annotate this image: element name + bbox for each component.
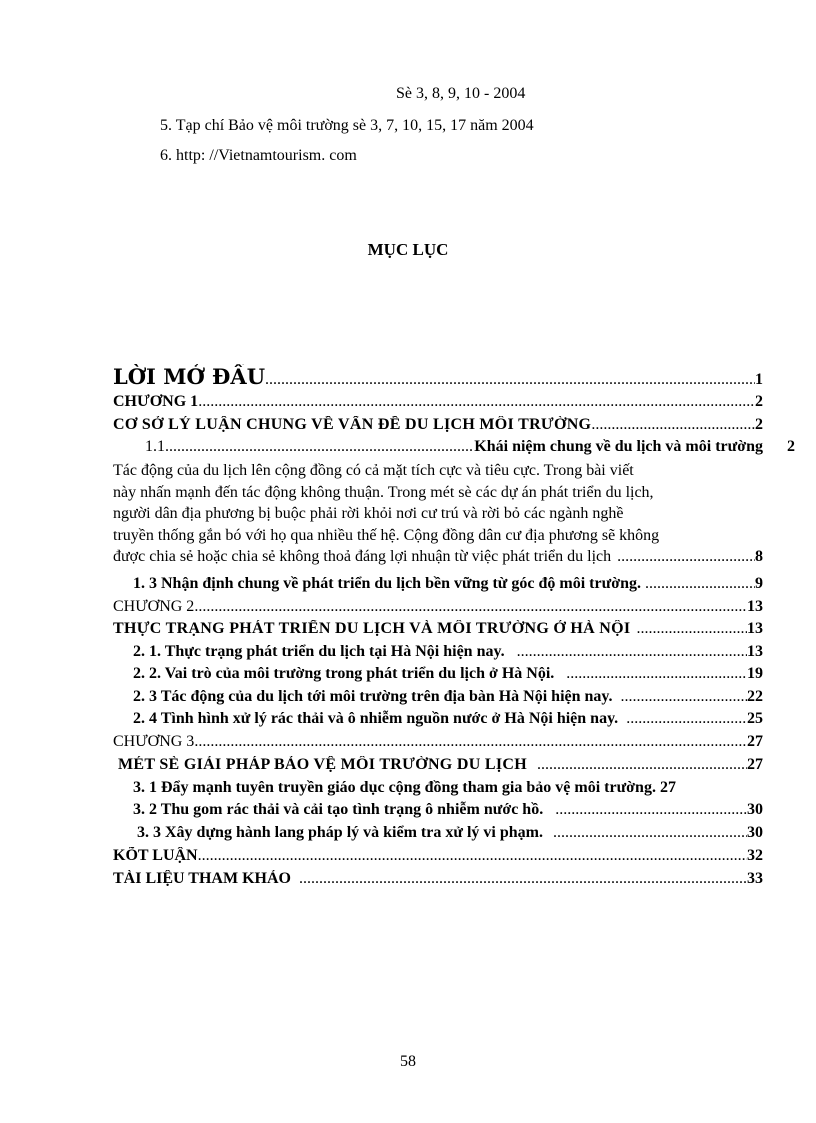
reference-line-3: 6. http: //Vietnamtourism. com [160, 147, 357, 164]
toc-title: MỤC LỤC [367, 240, 449, 259]
toc-entry-page: 30 [747, 801, 763, 818]
toc-entry-page: 9 [755, 575, 763, 592]
toc-entry-3-2[interactable] [133, 801, 763, 819]
toc-entry-loi-mo-dau[interactable] [113, 364, 763, 393]
toc-leader-dots [591, 416, 755, 434]
toc-entry-text: LỜI MỞ ĐẦU [113, 364, 266, 389]
toc-entry-text: TÀI LIỆU THAM KHẢO [113, 870, 291, 887]
toc-entry-page: 33 [747, 870, 763, 887]
toc-entry-2-2[interactable] [133, 665, 763, 683]
toc-entry-text: 2. 4 Tình hình xử lý rác thải và ô nhiễm nguồn nước ở Hà Nội hiện nay. [133, 710, 619, 727]
toc-entry-2-1[interactable] [133, 643, 763, 661]
toc-entry-text: CHƯƠNG 3 [113, 733, 195, 750]
toc-entry-page: 32 [747, 847, 763, 864]
toc-entry-page: 1 [755, 371, 763, 388]
toc-entry-text: 3. 1 Đẩy mạnh tuyên truyền giáo dục cộng đồng tham gia bảo vệ môi trường. [133, 779, 656, 796]
toc-entry-page: 13 [747, 620, 763, 637]
toc-leader-dots [636, 620, 747, 638]
toc-leader-dots [553, 824, 747, 842]
toc-entry-page: 13 [747, 598, 763, 615]
toc-entry-2-4[interactable] [133, 710, 763, 728]
toc-entry-text: 1. 3 Nhận định chung về phát triển du lịch bền vững từ góc độ môi trường. [133, 575, 641, 592]
toc-entry-chuong-1[interactable] [113, 393, 763, 411]
toc-leader-dots [194, 733, 747, 751]
toc-entry-page: 22 [747, 688, 763, 705]
toc-entry-giai-phap[interactable] [118, 756, 763, 774]
toc-leader-dots [517, 643, 747, 661]
paragraph-line: Tác động của du lịch lên cộng đồng có cả mặt tích cực và tiêu cực. Trong bài viết [113, 462, 634, 479]
reference-line-2: 5. Tạp chí Bảo vệ môi trường sè 3, 7, 10, 15, 17 năm 2004 [160, 117, 534, 134]
paragraph-line: truyền thống gắn bó với họ qua nhiều thế hệ. Cộng đồng dân cư địa phương sẽ không [113, 526, 660, 544]
paragraph-line: người dân địa phương bị buộc phải rời khỏi nơi cư trú và rời bỏ các ngành nghề [113, 505, 624, 522]
toc-leader-dots [198, 393, 755, 411]
toc-entry-text: 3. 3 Xây dựng hành lang pháp lý và kiểm tra xử lý vi phạm. [137, 824, 543, 841]
toc-entry-page: 2 [755, 416, 763, 433]
toc-entry-page: 2 [787, 438, 795, 455]
toc-entry-page: 27 [659, 779, 676, 796]
toc-entry-page: 27 [747, 733, 763, 750]
toc-entry-text: 2. 2. Vai trò của môi trường trong phát triển du lịch ở Hà Nội. [133, 665, 555, 682]
toc-entry-text: Khái niệm chung về du lịch và môi trường [474, 438, 763, 455]
toc-entry-co-so-ly-luan[interactable] [113, 416, 763, 434]
toc-leader-dots [555, 801, 747, 819]
toc-entry-text: CHƯƠNG 1 [113, 393, 199, 410]
toc-entry-text: 2. 1. Thực trạng phát triển du lịch tại Hà Nội hiện nay. [133, 643, 505, 660]
toc-entry-ket-luan[interactable] [113, 847, 763, 865]
toc-entry-page: 8 [755, 548, 763, 565]
toc-entry-page: 25 [747, 710, 763, 727]
toc-entry-text: 3. 2 Thu gom rác thải và cải tạo tình trạng ô nhiễm nước hồ. [133, 801, 544, 818]
toc-entry-page: 13 [747, 643, 763, 660]
paragraph-last-line [113, 546, 763, 568]
toc-entry-3-3[interactable] [137, 824, 763, 842]
toc-entry-text: KÕT LUẬN [113, 847, 198, 864]
toc-leader-dots [645, 575, 755, 593]
toc-leader-dots [537, 756, 747, 774]
toc-entry-page: 30 [747, 824, 763, 841]
toc-paragraph-entry[interactable] [113, 460, 763, 568]
toc-leader-dots [198, 847, 747, 865]
toc-entry-1-1[interactable] [145, 438, 795, 456]
toc-leader-dots [299, 870, 747, 888]
toc-entry-text: THỰC TRẠNG PHÁT TRIỂN DU LỊCH VÀ MÔI TRƯỜNG Ở HÀ NỘI [113, 620, 631, 637]
toc-entry-thuc-trang[interactable] [113, 620, 763, 638]
toc-entry-tai-lieu[interactable] [113, 870, 763, 888]
toc-entry-page: 27 [747, 756, 763, 773]
toc-entry-text: CHƯƠNG 2 [113, 598, 195, 615]
toc-entry-text: 2. 3 Tác động của du lịch tới môi trường trên địa bàn Hà Nội hiện nay. [133, 688, 613, 705]
toc-leader-dots [626, 710, 747, 728]
toc-entry-page: 19 [747, 665, 763, 682]
reference-line-1: Sè 3, 8, 9, 10 - 2004 [396, 85, 526, 102]
paragraph-line: này nhấn mạnh đến tác động không thuận. Trong mét sè các dự án phát triển du lịch, [113, 483, 654, 501]
toc-leader-dots [621, 688, 747, 706]
toc-leader-dots [194, 598, 747, 616]
toc-entry-number: 1.1 [145, 438, 165, 455]
toc-leader-dots [165, 438, 474, 456]
toc-entry-page: 2 [755, 393, 763, 410]
toc-leader-dots [265, 367, 755, 393]
page-number: 58 [400, 1053, 416, 1070]
toc-entry-chuong-3[interactable] [113, 733, 763, 751]
toc-leader-dots [617, 546, 755, 568]
toc-entry-2-3[interactable] [133, 688, 763, 706]
toc-entry-text: CƠ SỞ LÝ LUẬN CHUNG VỀ VẤN ĐỀ DU LỊCH MÔI TRƯỜNG [113, 416, 592, 433]
toc-entry-text: MÉT SÈ GIẢI PHÁP BẢO VỆ MÔI TRƯỜNG DU LỊCH [118, 756, 527, 773]
toc-entry-chuong-2[interactable] [113, 598, 763, 616]
toc-entry-3-1[interactable] [133, 779, 773, 797]
toc-leader-dots [566, 665, 747, 683]
paragraph-line: được chia sẻ hoặc chia sẻ không thoả đáng lợi nhuận từ việc phát triển du lịch [113, 548, 612, 565]
toc-entry-1-3[interactable] [133, 575, 763, 593]
